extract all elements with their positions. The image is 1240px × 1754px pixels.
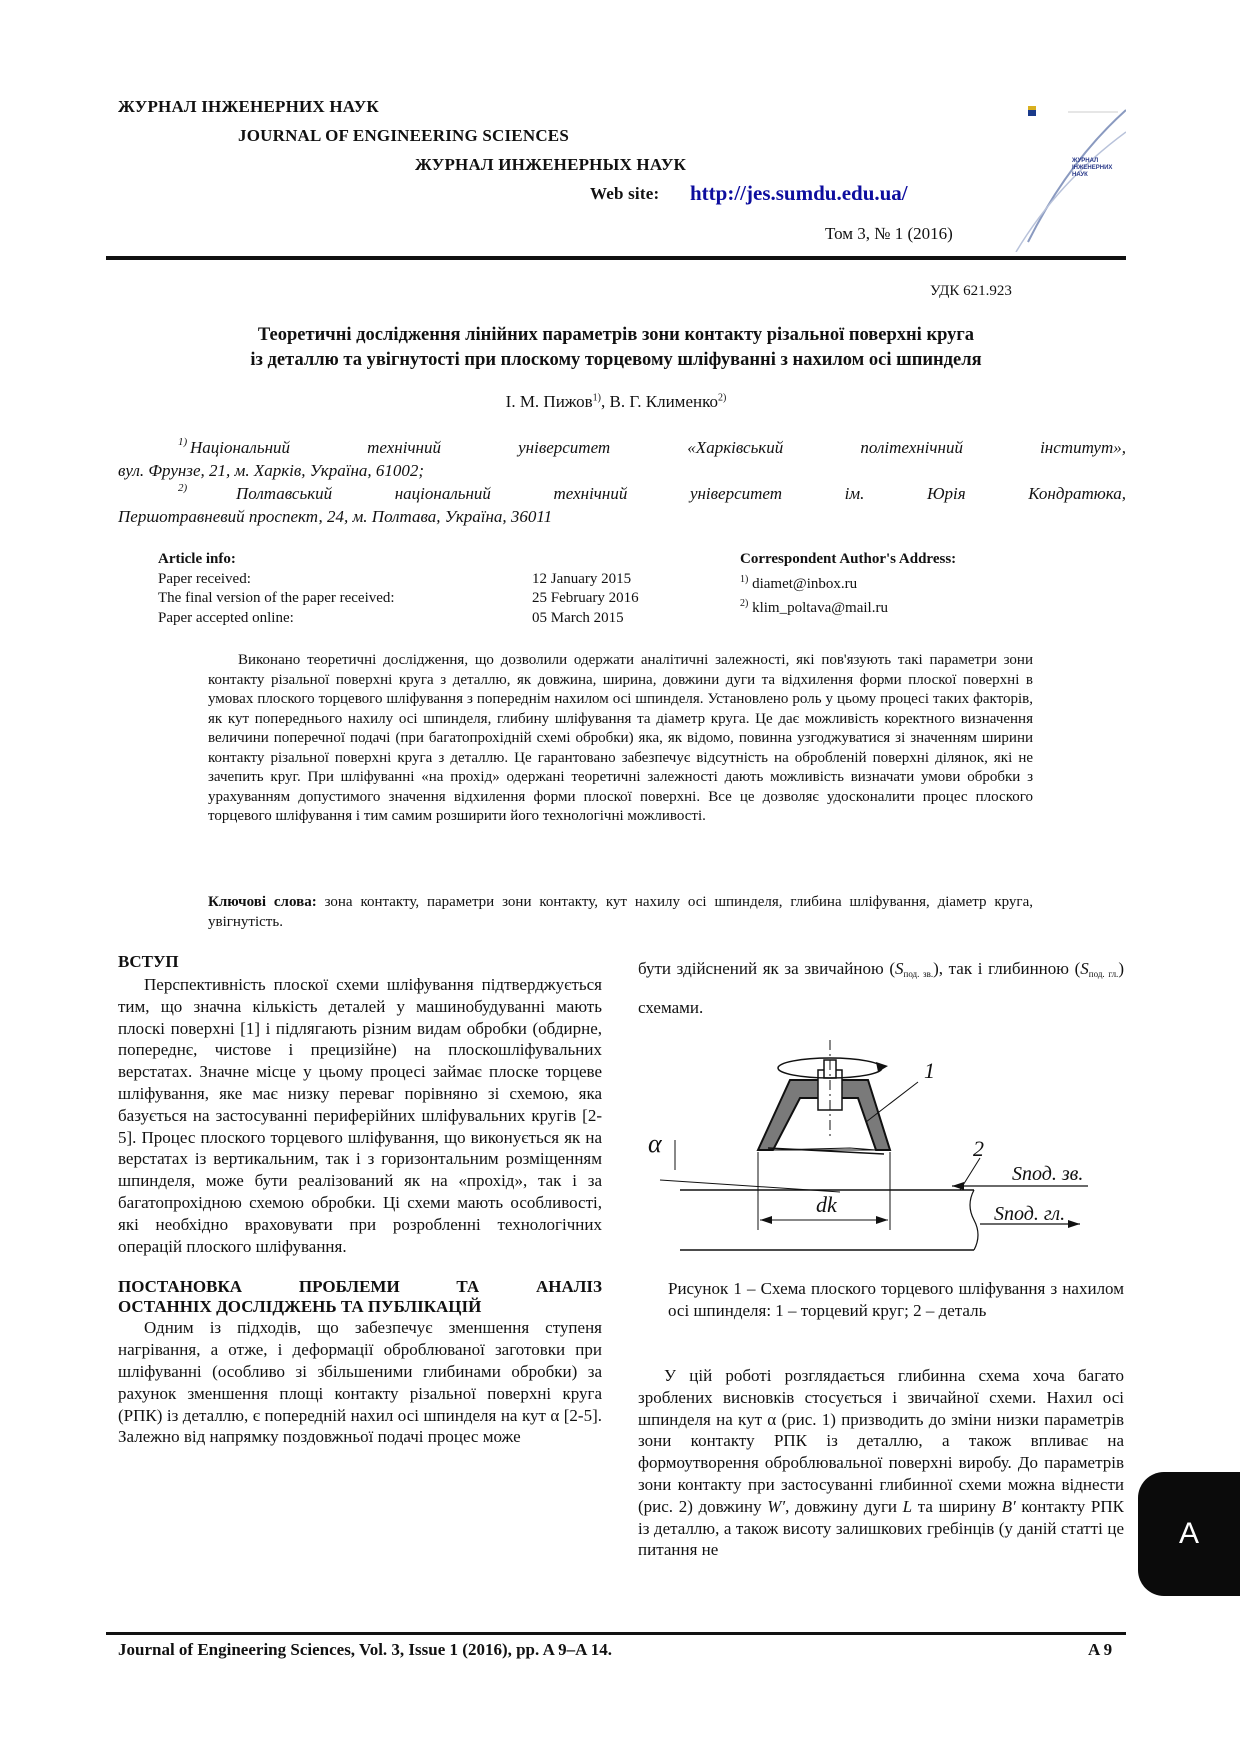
affiliation-1-line2: вул. Фрунзе, 21, м. Харків, Україна, 61002; <box>118 461 425 480</box>
section-tab: A <box>1138 1472 1240 1596</box>
affiliation-2-line2: Першотравневий проспект, 24, м. Полтава, Україна, 36011 <box>118 507 553 526</box>
page-number: A 9 <box>1088 1640 1113 1659</box>
section-heading-problem: ПОСТАНОВКА ПРОБЛЕМИ ТА АНАЛІЗ <box>118 1277 602 1297</box>
right-paragraph-1: бути здійснений як за звичайною $(S_{под. зв.})$, так і глибинною $(S_{под. гл.})$ схемами. <box>638 959 1124 1017</box>
email-1[interactable]: diamet@inbox.ru <box>752 575 858 592</box>
udc-code: УДК 621.923 <box>930 283 1012 299</box>
figure-1 <box>640 1040 1126 1255</box>
section-heading-intro: ВСТУП <box>118 952 179 971</box>
journal-title-en: JOURNAL OF ENGINEERING SCIENCES <box>238 126 569 145</box>
right-column-bottom <box>638 1365 1124 1561</box>
header-rule <box>106 256 1126 260</box>
right-paragraph-2: У цій роботі розглядається глибинна схема хоча багато зроблених висновків стосується і звичайної схеми. Нахил осі шпинделя на кут α (рис. 1) призводить до зміни низки параметрів зони контакту РПК із деталлю, а також впливає на формоутворення оброблювальної поверхні виробу. До параметрів зони контакту при застосуванні глибинної схеми можна віднести (рис. 2) довжину W′, довжину дуги L та ширину B′ контакту РПК із деталлю, а також висоту залишкових гребінців (у даній статті це питання не <box>638 1366 1124 1560</box>
feed-arrow-icon <box>1068 1220 1080 1228</box>
author-1: І. М. Пижов <box>505 392 593 411</box>
abstract: Виконано теоретичні дослідження, що дозволили одержати аналітичні залежності, які пов'язують такі параметри зони контакту різальної поверхні круга з деталлю, як довжина, ширина, довжини дуги та відхилення форми плоскої поверхні в умовах плоского торцевого шліфування з попереднім нахилом осі шпинделя. Установлено роль у цьому процесі таких факторів, як кут попереднього нахилу осі шпинделя, глибину шліфування та діаметр круга. Це дає можливість коректного визначення величини поперечної подачі (при багатопрохідній схемі обробки) яка, як відомо, повинна узгоджуватися зі значенням ширини контакту різальної поверхні круга з деталлю. Це гарантовано забезпечує відсутність на обробленій поверхні ділянок, які не зачепить круг. При шліфуванні «на прохід» одержані теоретичні залежності дають можливість визначати умови обробки з урахуванням допустимого значення відхилення форми плоскої поверхні. Все це дозволяє удосконалити процес плоского торцевого шліфування і тим самим розширити його технологічні можливості. <box>208 652 1033 824</box>
info-row-received: Paper received: 12 January 2015 <box>158 570 632 587</box>
email-2[interactable]: klim_poltava@mail.ru <box>752 600 888 616</box>
affiliation-1-line1: Національний технічний університет «Харківський політехнічний інститут», <box>190 438 1126 457</box>
journal-title-ru: ЖУРНАЛ ИНЖЕНЕРНЫХ НАУК <box>415 155 687 174</box>
figure-caption: Рисунок 1 – Схема плоского торцевого шліфування з нахилом осі шпинделя: 1 – торцевий круг; 2 – деталь <box>668 1279 1124 1320</box>
journal-cover <box>1008 92 1126 252</box>
affiliation-2-marker: 2) <box>178 482 188 494</box>
right-column-top <box>638 952 1124 1024</box>
keywords: Ключові слова: зона контакту, параметри зони контакту, кут нахилу осі шпинделя, глибина шліфування, діаметр круга, увігнутість. <box>208 894 1033 930</box>
cover-title: ЖУРНАЛ ІНЖЕНЕРНИХ НАУК <box>1072 158 1113 178</box>
journal-title-ua: ЖУРНАЛ ІНЖЕНЕРНИХ НАУК <box>118 97 379 116</box>
footer-citation: Journal of Engineering Sciences, Vol. 3, Issue 1 (2016), pp. A 9–A 14. <box>118 1640 613 1659</box>
label-alpha: α <box>648 1129 662 1158</box>
label-dk: dk <box>816 1192 837 1217</box>
info-row-final: The final version of the paper received: 25 February 2016 <box>158 590 639 606</box>
affiliation-1-marker: 1) <box>178 436 188 448</box>
left-column: ВСТУП Перспективність плоскої схеми шліфування підтверджується тим, що значна кількість деталей у машинобудуванні мають плоскі поверхні [1] і підлягають різним видам обробки (обдирне, попереднє, чистове і прецизійне) на плоскошліфувальних верстатах. Значне місце у цьому процесі займає плоске торцеве шліфування, яке має низку переваг порівняно зі схемою, яка базується на застосуванні периферійних шліфувальних кругів [2-5]. Процес плоского торцевого шліфування, що виконується як на верстатах із вертикальним, так і з горизонтальним розміщенням шпинделя, може бути реалізований як на «прохід», так і за багатопрохідною схемою обробки. Ці схеми мають особливості, які необхідно враховувати при розробленні технологічних операцій плоского шліфування. ПОСТАНОВКА ПРОБЛЕМИ ТА АНАЛІЗ ОСТАННІХ ДОСЛІДЖЕНЬ ТА ПУБЛІКАЦІЙ Одним із підходів, що забезпечує зменшення ступеня нагрівання, а отже, і деформації оброблюваної заготовки при шліфуванні (особливо зі збільшеними глибинами обробки) за рахунок зменшення площі контакту різальної поверхні круга (РПК) із деталлю, є попередній нахил осі шпинделя на кут α [2-5]. Залежно від напрямку поздовжньої подачі процес може <box>118 952 602 1447</box>
label-s-zv: Sпод. зв. <box>1012 1163 1084 1185</box>
intro-paragraph: Перспективність плоскої схеми шліфування підтверджується тим, що значна кількість деталей у машинобудуванні мають плоскі поверхні [1] і підлягають різним видам обробки (обдирне, попереднє, чистове і прецизійне) на плоскошліфувальних верстатах. Значне місце у цьому процесі займає плоске торцеве шліфування, яке має низку переваг порівняно зі схемою, яка базується на застосуванні периферійних шліфувальних кругів [2-5]. Процес плоского торцевого шліфування, що виконується як на верстатах із вертикальним, так і з горизонтальним розміщенням шпинделя, може бути реалізований як на «прохід», так і за багатопрохідною схемою обробки. Ці схеми мають особливості, які необхідно враховувати при розробленні технологічних операцій плоского шліфування. <box>118 975 602 1256</box>
article-info: Article info: Paper received: 12 January 2015 The final version of the paper received: 25 February 2016 Paper accepted online: 05 March 2015 <box>158 550 639 628</box>
authors: І. М. Пижов$^{1)}$, В. Г. Клименко$^{2)}$ <box>505 392 727 411</box>
website-link[interactable]: http://jes.sumdu.edu.ua/ <box>690 181 908 205</box>
footer-rule <box>106 1632 1126 1635</box>
label-1: 1 <box>924 1058 935 1083</box>
article-title: Теоретичні дослідження лінійних параметрів зони контакту різальної поверхні круга із деталлю та увігнутості при плоскому торцевому шліфуванні з нахилом осі шпинделя <box>250 325 982 370</box>
problem-paragraph: Одним із підходів, що забезпечує зменшення ступеня нагрівання, а отже, і деформації оброблюваної заготовки при шліфуванні (особливо зі збільшеними глибинами обробки) за рахунок зменшення площі контакту різальної поверхні круга (РПК) із деталлю, є попередній нахил осі шпинделя на кут α [2-5]. Залежно від напрямку поздовжньої подачі процес може <box>118 1318 602 1447</box>
author-2: В. Г. Клименко <box>609 392 718 411</box>
workpiece-break-line <box>970 1190 978 1250</box>
volume-info: Том 3, № 1 (2016) <box>825 224 953 243</box>
label-s-gl: Sпод. гл. <box>994 1203 1066 1225</box>
affiliation-2-line1: Полтавський національний технічний університет ім. Юрія Кондратюка, <box>236 484 1126 503</box>
website-label: Web site: <box>590 184 660 203</box>
info-row-accepted: Paper accepted online: 05 March 2015 <box>158 609 624 626</box>
label-2: 2 <box>973 1136 984 1161</box>
correspondent-address: Correspondent Author's Address: $^{1)}$ diamet@inbox.ru $^{2)}$ klim_poltava@mail.ru <box>740 551 957 616</box>
